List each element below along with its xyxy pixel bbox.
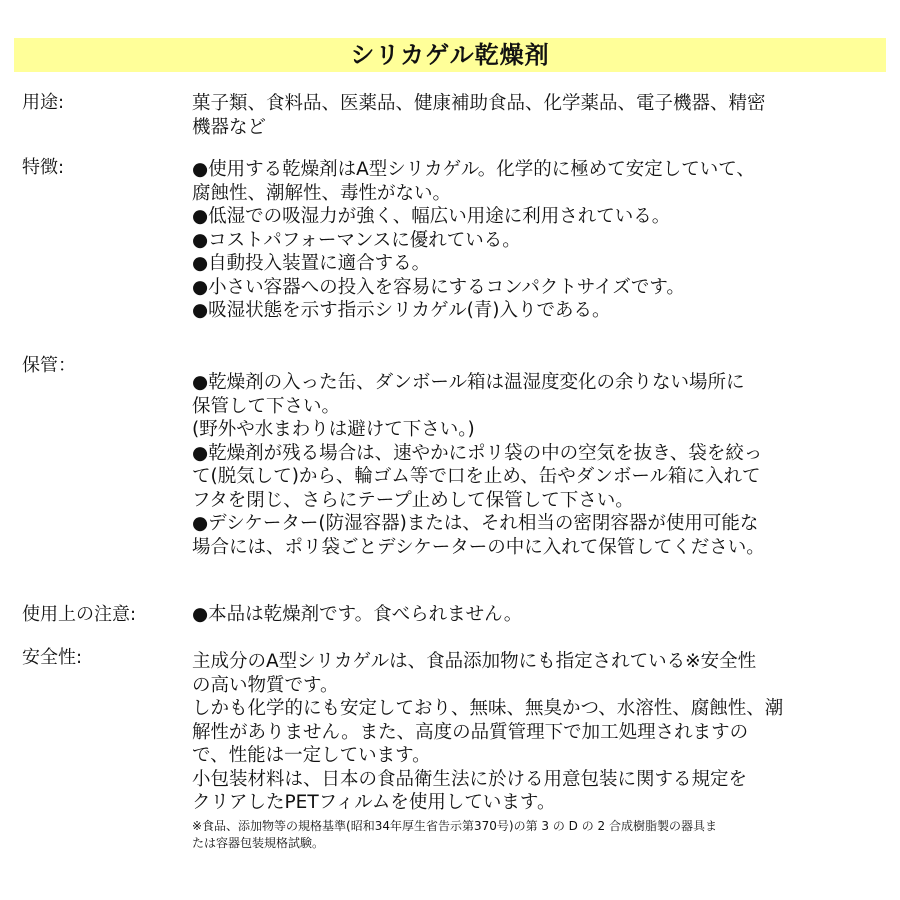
features-label: 特徴: (22, 157, 65, 178)
safety-line: クリアしたPETフィルムを使用しています。 (192, 792, 556, 813)
safety-content (192, 650, 882, 852)
safety-footnote-line: ※食品、添加物等の規格基準(昭和34年厚生省告示第370号)の第 3 の D の 2 合成樹脂製の器具ま (192, 818, 717, 833)
storage-line: 場合には、ポリ袋ごとデシケーターの中に入れて保管してください。 (192, 536, 765, 558)
usage-content (192, 92, 882, 139)
caution-label: 使用上の注意: (22, 604, 137, 625)
safety-line: の高い物質です。 (192, 674, 339, 696)
features-line: ●使用する乾燥剤はA型シリカゲル。化学的に極めて安定していて、 (192, 159, 755, 180)
title-bar (14, 38, 886, 72)
caution-line: ●本品は乾燥剤です。食べられません。 (192, 604, 523, 625)
features-line: 腐蝕性、潮解性、毒性がない。 (192, 182, 452, 204)
safety-label: 安全性: (22, 647, 83, 668)
safety-footnote-line: たは容器包装規格試験。 (192, 835, 325, 850)
features-line: ●自動投入装置に適合する。 (192, 253, 431, 274)
storage-line: ●乾燥剤が残る場合は、速やかにポリ袋の中の空気を抜き、袋を絞っ (192, 442, 763, 464)
features-line: ●低湿での吸湿力が強く、幅広い用途に利用されている。 (192, 206, 671, 227)
page-title: シリカゲル乾燥剤 (350, 41, 550, 69)
storage-line: (野外や水まわりは避けて下さい。) (192, 419, 475, 440)
safety-line: 主成分のA型シリカゲルは、食品添加物にも指定されている※安全性 (192, 651, 757, 672)
usage-label: 用途: (22, 92, 65, 113)
storage-line: ●デシケーター(防湿容器)または、それ相当の密閉容器が使用可能な (192, 513, 759, 534)
safety-line: 小包装材料は、日本の食品衛生法に於ける用意包装に関する規定を (192, 768, 748, 790)
storage-label: 保管： (22, 355, 76, 376)
safety-line: しかも化学的にも安定しており、無味、無臭かつ、水溶性、腐蝕性、潮 (192, 698, 784, 719)
features-content (192, 158, 882, 323)
features-line: ●小さい容器への投入を容易にするコンパクトサイズです。 (192, 276, 685, 298)
storage-line: ●乾燥剤の入った缶、ダンボール箱は温湿度変化の余りない場所に (192, 372, 745, 393)
storage-line: 保管して下さい。 (192, 395, 341, 417)
features-line: ●コストパフォーマンスに優れている。 (192, 229, 521, 251)
safety-line: で、性能は一定しています。 (192, 745, 431, 766)
caution-content (192, 603, 882, 627)
usage-line: 菓子類、食料品、医薬品、健康補助食品、化学薬品、電子機器、精密 (192, 93, 766, 114)
storage-line: フタを閉じ、さらにテープ止めして保管して下さい。 (192, 489, 634, 511)
usage-line: 機器など (192, 116, 267, 138)
storage-line: て(脱気して)から、輪ゴム等で口を止め、缶やダンボール箱に入れて (192, 466, 761, 487)
features-line: ●吸湿状態を示す指示シリカゲル(青)入りである。 (192, 300, 611, 321)
storage-content (192, 371, 882, 559)
safety-line: 解性がありません。また、高度の品質管理下で加工処理されますの (192, 721, 749, 743)
